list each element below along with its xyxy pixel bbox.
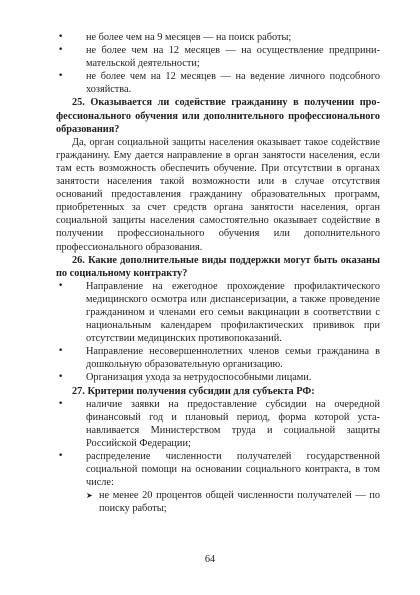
- page-number: 64: [204, 554, 216, 565]
- nested-list: [86, 489, 380, 515]
- question-25-heading: 25. Оказывается ли содействие гражданину в получении профессионального обучения или дополнительного профессионального образования?: [56, 97, 380, 135]
- question-26-heading: 26. Какие дополнительные виды поддержки могут быть оказаны по социальному контракту?: [56, 254, 380, 279]
- list-item: • не более чем на 12 месяцев — на осуществление предпринимательской деятельности;: [56, 44, 380, 70]
- support-types-list: [56, 280, 380, 385]
- nested-list-item: ➤ не менее 20 процентов общей численности получателей — по поиску работы;: [86, 489, 380, 515]
- question-25-answer: Да, орган социальной защиты населения оказывает такое содействие гражданину. Ему дается направление в орган занятости населения, если там есть возможность обеспечить обучение. При отсутствии в органах занятости населения такой возможности или в случае отсутствия оснований предоставления гражданину образовательных программ, приобретенных за счет средств органа занятости населения, орган социальной защиты населения самостоятельно оказывает содействие в получении профессионального обучения или дополнительного профессионального образования.: [56, 136, 380, 253]
- question-27-heading: 27. Критерии получения субсидии для субъекта РФ:: [72, 385, 315, 397]
- list-item: • Организация ухода за нетрудоспособными лицами.: [56, 371, 380, 384]
- list-item: • наличие заявки на предоставление субсидии на очередной финансовый год и плановый период, форма которой устанавливается Министерством труда и социальной защиты Российской Федерации;: [56, 398, 380, 450]
- list-item: • не более чем на 12 месяцев — на ведение личного подсобного хозяйства.: [56, 70, 380, 96]
- subsidy-criteria-list: [56, 398, 380, 516]
- list-item: [56, 450, 380, 515]
- page-content: [56, 31, 380, 515]
- list-item: • не более чем на 9 месяцев — на поиск работы;: [56, 31, 380, 44]
- benefit-duration-list: [56, 31, 380, 96]
- list-item-text: распределение численности получателей государственной социальной помощи на основании социального контракта, в том числе:: [86, 451, 380, 489]
- list-item: • Направление несовершеннолетних членов семьи гражданина в дошкольную образовательную организацию.: [56, 345, 380, 371]
- list-item: • Направление на ежегодное прохождение профилактического медицинского осмотра или диспансеризации, а также проведение гражданином и членами его семьи вакцинации в соответствии с национальным календарем профилактических прививок при отсутствии медицинских противопоказаний.: [56, 280, 380, 345]
